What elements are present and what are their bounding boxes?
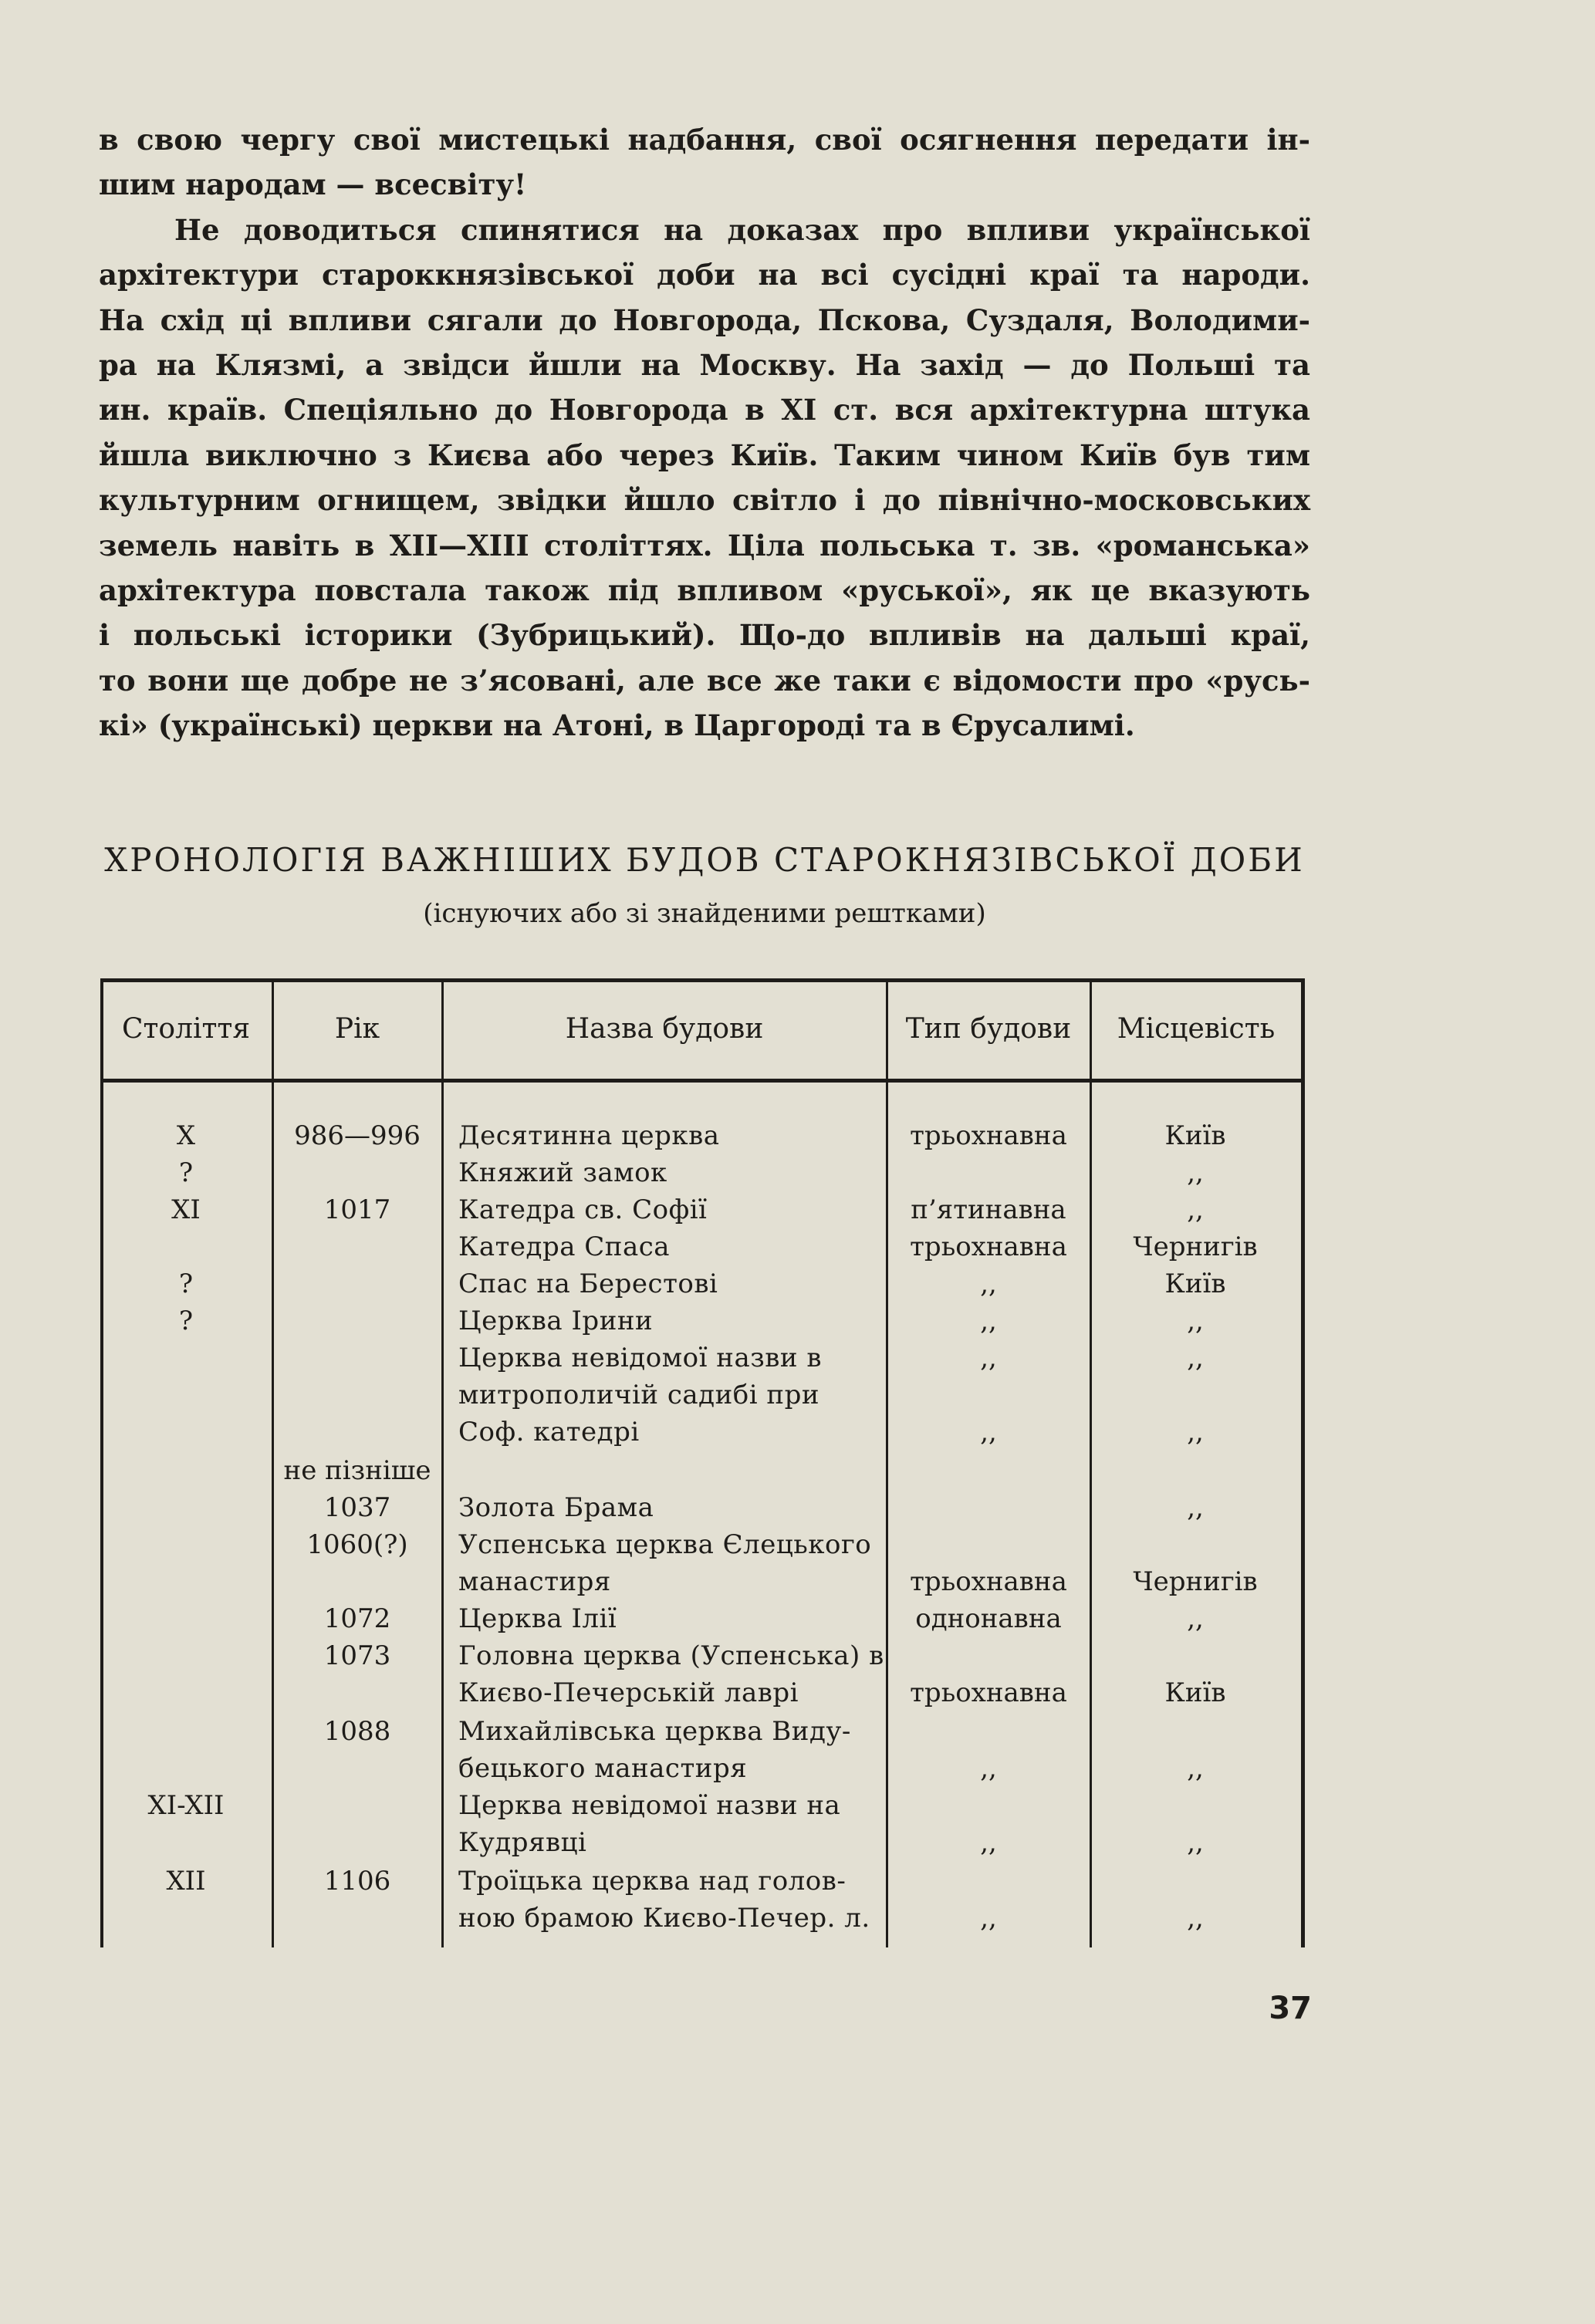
text-line: Не доводиться спинятися на доказах про впливи української (174, 212, 1310, 247)
type-cell: трьохнавна (910, 1677, 1067, 1708)
century-cell: X (176, 1120, 196, 1151)
location-cell: Київ (1164, 1120, 1226, 1151)
text-line: На схід ці впливи сягали до Новгорода, Пскова, Суздаля, Володими- (99, 302, 1310, 337)
type-cell: ,, (980, 1753, 997, 1784)
name-cell: Церква Ірини (458, 1306, 654, 1336)
year-cell: 1106 (323, 1866, 391, 1897)
body-text (99, 117, 1310, 748)
year-cell: 1037 (323, 1492, 391, 1523)
century-cell: ? (178, 1268, 194, 1299)
text-line: йшла виключно з Києва або через Київ. Таким чином Київ був тим (99, 437, 1310, 472)
name-cell: Церква невідомої назви в (458, 1343, 823, 1373)
page-number: 37 (1269, 1991, 1312, 2026)
century-cell: ? (178, 1306, 194, 1336)
location-cell: Чернигів (1133, 1231, 1258, 1262)
type-cell: трьохнавна (910, 1231, 1067, 1262)
year-cell: 1088 (323, 1716, 391, 1747)
location-cell: Чернигів (1133, 1566, 1258, 1597)
text-line: культурним огнищем, звідки йшло світло і до північно-московських (99, 483, 1310, 518)
type-cell: ,, (980, 1903, 997, 1934)
text-line: шим народам — всесвіту! (99, 167, 527, 202)
header-type: Тип будови (905, 1012, 1072, 1045)
location-cell: ,, (1187, 1753, 1204, 1784)
century-cell: XI-XII (147, 1790, 225, 1821)
century-cell: XI (171, 1194, 201, 1225)
location-cell: Київ (1164, 1677, 1226, 1708)
name-cell: Кудрявці (458, 1827, 587, 1858)
text-line: земель навіть в XII—XIII століттях. Ціла польська т. зв. «романська» (99, 528, 1310, 562)
text-line: кі» (українські) церкви на Атоні, в Царгороді та в Єрусалимі. (99, 708, 1135, 743)
name-cell: Катедра Спаса (458, 1231, 671, 1262)
text-line: архітектура повстала також під впливом «руської», як це вказують (99, 573, 1310, 608)
location-cell: ,, (1187, 1903, 1204, 1934)
name-cell: Княжий замок (458, 1157, 667, 1188)
year-cell: не пізніше (283, 1455, 431, 1486)
location-cell: ,, (1187, 1194, 1204, 1225)
century-cell: XII (166, 1866, 206, 1897)
text-line: архітектури староккнязівської доби на всі сусідні краї та народи. (99, 258, 1310, 292)
year-cell: 1017 (323, 1194, 391, 1225)
type-cell: ,, (980, 1827, 997, 1858)
name-cell: Соф. катедрі (458, 1417, 640, 1447)
text-line: в свою чергу свої мистецькі надбання, свої осягнення передати ін- (99, 123, 1310, 157)
name-cell: Успенська церква Єлецького (458, 1529, 872, 1560)
name-cell: ною брамою Києво-Печер. л. (458, 1903, 870, 1934)
name-cell: Михайлівська церква Виду- (458, 1716, 851, 1747)
location-cell: Київ (1164, 1268, 1226, 1299)
table-header-rule (100, 1079, 1304, 1083)
name-cell: Спас на Берестові (458, 1268, 718, 1299)
type-cell: ,, (980, 1306, 997, 1336)
name-cell: Головна церква (Успенська) в (458, 1640, 884, 1671)
header-year: Рік (334, 1012, 380, 1045)
name-cell: Церква невідомої назви на (458, 1790, 841, 1821)
name-cell: бецького манастиря (458, 1753, 748, 1784)
location-cell: ,, (1187, 1417, 1204, 1447)
location-cell: ,, (1187, 1157, 1204, 1188)
year-cell: 1072 (323, 1603, 391, 1634)
location-cell: ,, (1187, 1306, 1204, 1336)
name-cell: манастиря (458, 1566, 611, 1597)
text-line: ин. країв. Спеціяльно до Новгорода в XI ст. вся архітектурна штука (99, 393, 1310, 427)
location-cell: ,, (1187, 1827, 1204, 1858)
type-cell: трьохнавна (910, 1566, 1067, 1597)
type-cell: трьохнавна (910, 1120, 1067, 1151)
chronology-table (100, 978, 1304, 1947)
name-cell: Церква Ілії (458, 1603, 617, 1634)
section-subtitle: (існуючих або зі знайденими рештками) (423, 898, 986, 929)
type-cell: ,, (980, 1343, 997, 1373)
section-title: ХРОНОЛОГІЯ ВАЖНІШИХ БУДОВ СТАРОКНЯЗІВСЬКОЇ ДОБИ (104, 841, 1305, 879)
name-cell: Десятинна церква (458, 1120, 720, 1151)
table-right-rule (1301, 978, 1305, 1947)
name-cell: Катедра св. Софії (458, 1194, 708, 1225)
name-cell: митрополичій садибі при (458, 1380, 820, 1410)
year-cell: 1060(?) (306, 1529, 408, 1560)
century-cell: ? (178, 1157, 194, 1188)
header-name: Назва будови (565, 1012, 764, 1045)
location-cell: ,, (1187, 1343, 1204, 1373)
year-cell: 1073 (323, 1640, 391, 1671)
text-line: ра на Клязмі, а звідси йшли на Москву. На захід — до Польші та (99, 348, 1310, 383)
type-cell: ,, (980, 1417, 997, 1447)
year-cell: 986—996 (294, 1120, 421, 1151)
header-century: Століття (121, 1012, 251, 1045)
location-cell: ,, (1187, 1492, 1204, 1523)
name-cell: Києво-Печерській лаврі (458, 1677, 799, 1708)
type-cell: однонавна (915, 1603, 1062, 1634)
header-location: Місцевість (1117, 1012, 1276, 1045)
name-cell: Троїцька церква над голов- (458, 1866, 846, 1897)
type-cell: п’ятинавна (911, 1194, 1066, 1225)
text-line: то вони ще добре не з’ясовані, але все же таки є відомости про «русь- (99, 663, 1310, 698)
location-cell: ,, (1187, 1603, 1204, 1634)
name-cell: Золота Брама (458, 1492, 654, 1523)
type-cell: ,, (980, 1268, 997, 1299)
text-line: і польські історики (Зубрицький). Що-до впливів на дальші краї, (99, 618, 1310, 653)
